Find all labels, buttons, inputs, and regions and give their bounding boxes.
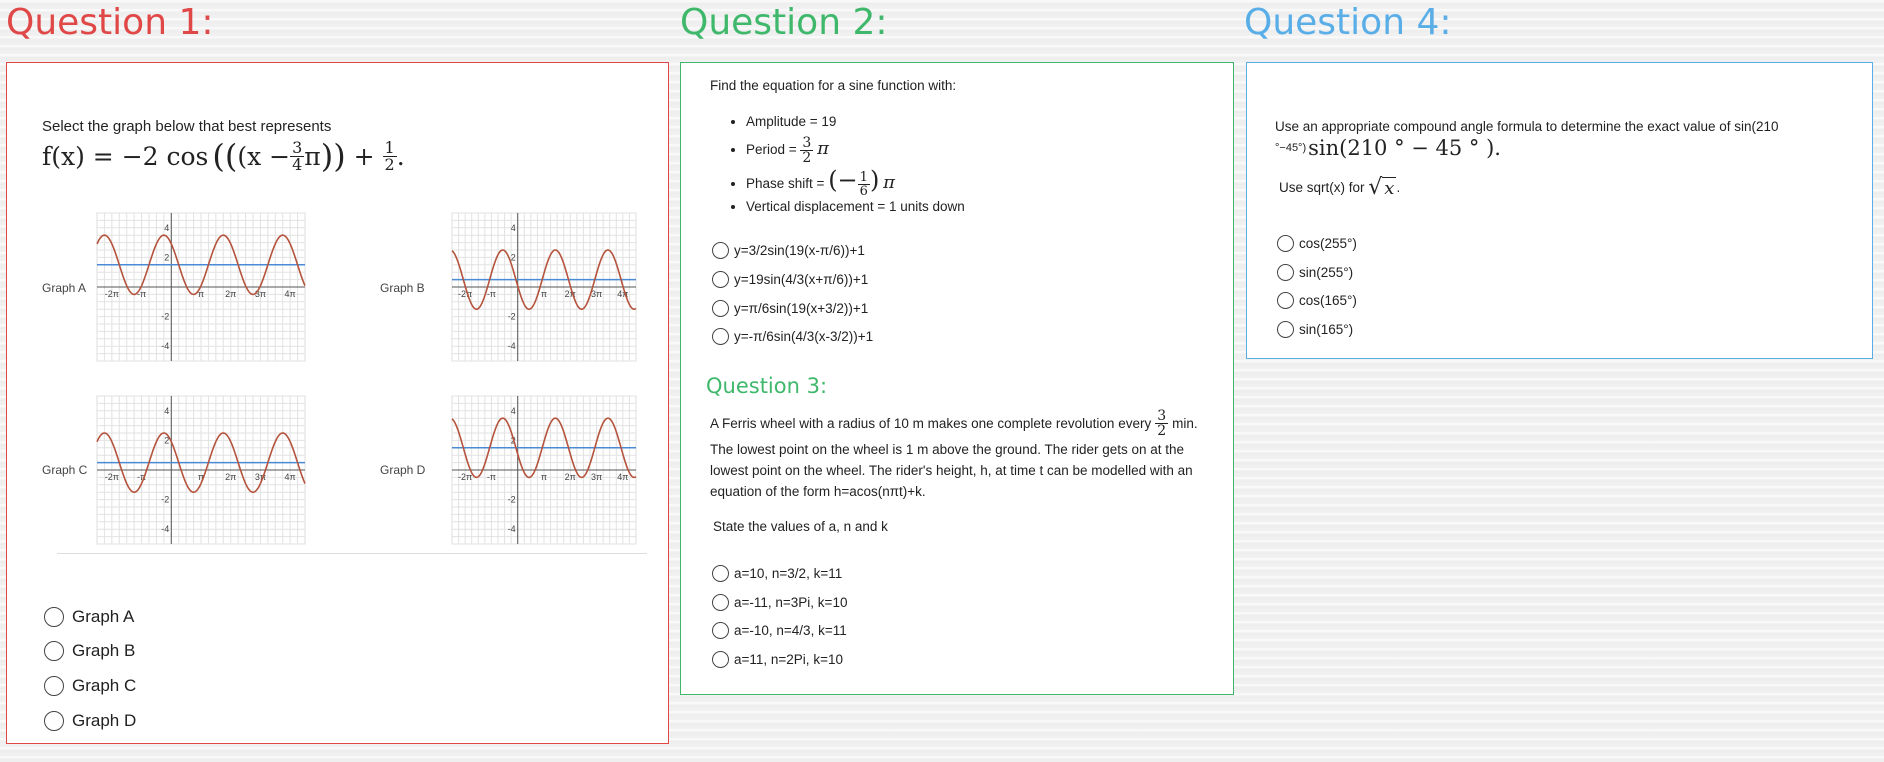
q4-radio-a[interactable] bbox=[1277, 235, 1294, 252]
q2-radio-d[interactable] bbox=[712, 328, 729, 345]
question-2-title: Question 2: bbox=[680, 2, 888, 43]
q2-option-d[interactable]: y=-π/6sin(4/3(x-3/2))+1 bbox=[712, 328, 873, 345]
y-tick-label: -4 bbox=[507, 524, 516, 535]
q4-hint: Use sqrt(x) for √ x . bbox=[1279, 175, 1401, 200]
y-tick-label: -2 bbox=[507, 311, 516, 322]
sqrt-symbol-icon: √ bbox=[1368, 175, 1383, 200]
x-tick-label: 3π bbox=[590, 472, 603, 482]
q4-prompt-line-1: Use an appropriate compound angle formula to determine the exact value of sin(210 bbox=[1275, 119, 1779, 134]
x-tick-label: 2π bbox=[564, 289, 576, 299]
q3-paragraph-line-4: equation of the form h=acos(nπt)+k. bbox=[710, 484, 926, 499]
q1-formula-pi: π bbox=[304, 141, 321, 171]
q3-question: State the values of a, n and k bbox=[713, 519, 888, 534]
q1-prompt: Select the graph below that best represents bbox=[42, 118, 332, 135]
q4-option-b[interactable]: sin(255°) bbox=[1277, 264, 1353, 281]
q1-formula-dot: . bbox=[396, 141, 405, 171]
q4-option-a[interactable]: cos(255°) bbox=[1277, 235, 1357, 252]
x-tick-label: 2π bbox=[225, 289, 237, 299]
q1-radio-graph-d[interactable] bbox=[44, 711, 64, 731]
x-tick-label: -2π bbox=[458, 289, 473, 299]
y-tick-label: 4 bbox=[510, 222, 516, 233]
q3-radio-b[interactable] bbox=[712, 594, 729, 611]
q2-radio-b[interactable] bbox=[712, 271, 729, 288]
q1-formula-fraction-3-4: $\frac{3}{4}$ bbox=[292, 137, 303, 174]
q1-radio-graph-c[interactable] bbox=[44, 676, 64, 696]
y-tick-label: -2 bbox=[161, 494, 170, 505]
q1-formula-open-paren: (( bbox=[212, 137, 238, 175]
x-tick-label: 3π bbox=[590, 289, 603, 299]
y-tick-label: 4 bbox=[510, 405, 516, 416]
question-4-panel bbox=[1246, 62, 1873, 359]
y-tick-label: 4 bbox=[164, 405, 170, 416]
q2-period: • Period = $\frac{3}{2}$ π bbox=[746, 134, 965, 164]
x-tick-label: -π bbox=[136, 289, 147, 299]
q1-option-graph-d[interactable]: Graph D bbox=[44, 711, 136, 731]
x-tick-label: -π bbox=[486, 289, 497, 299]
q4-option-c[interactable]: cos(165°) bbox=[1277, 292, 1357, 309]
x-tick-label: 4π bbox=[284, 289, 296, 299]
x-tick-label: 4π bbox=[617, 472, 629, 482]
x-tick-label: 2π bbox=[564, 472, 576, 482]
q2-radio-a[interactable] bbox=[712, 242, 729, 259]
q1-formula-inner: (x − bbox=[237, 141, 291, 171]
graph-c bbox=[89, 392, 309, 548]
y-tick-label: -2 bbox=[507, 494, 516, 505]
q1-formula-lhs: f(x) = −2 cos bbox=[42, 141, 209, 171]
q2-option-c[interactable]: y=π/6sin(19(x+3/2))+1 bbox=[712, 300, 868, 317]
question-4-title: Question 4: bbox=[1244, 2, 1452, 43]
x-tick-label: -2π bbox=[104, 472, 119, 482]
q2-prompt: Find the equation for a sine function with: bbox=[710, 78, 957, 93]
q1-formula-plus: + bbox=[345, 141, 383, 171]
q1-formula-fraction-1-2: $\frac{1}{2}$ bbox=[384, 137, 395, 174]
y-tick-label: -4 bbox=[161, 341, 170, 352]
q3-paragraph-line-2: The lowest point on the wheel is 1 m above the ground. The rider gets on at the bbox=[710, 442, 1185, 457]
graph-b-label: Graph B bbox=[380, 281, 425, 295]
x-tick-label: π bbox=[197, 289, 205, 299]
x-tick-label: -π bbox=[136, 472, 147, 482]
q1-formula bbox=[42, 137, 405, 175]
q3-radio-a[interactable] bbox=[712, 565, 729, 582]
q3-paragraph-line-3: lowest point on the wheel. The rider's height, h, at time t can be modelled with an bbox=[710, 463, 1193, 478]
q4-prompt-line-2: °−45°) sin(210 ° − 45 ° ). bbox=[1275, 136, 1501, 160]
x-tick-label: 4π bbox=[617, 289, 629, 299]
y-tick-label: -4 bbox=[507, 341, 516, 352]
graph-d-label: Graph D bbox=[380, 463, 426, 477]
graph-d bbox=[444, 392, 640, 548]
q3-option-a[interactable]: a=10, n=3/2, k=11 bbox=[712, 565, 842, 582]
q1-option-graph-c[interactable]: Graph C bbox=[44, 676, 136, 696]
q4-radio-d[interactable] bbox=[1277, 321, 1294, 338]
q2-option-b[interactable]: y=19sin(4/3(x+π/6))+1 bbox=[712, 271, 868, 288]
q3-option-c[interactable]: a=-10, n=4/3, k=11 bbox=[712, 622, 847, 639]
q1-divider bbox=[57, 553, 647, 554]
y-tick-label: 2 bbox=[164, 252, 170, 263]
x-tick-label: 2π bbox=[225, 472, 237, 482]
x-tick-label: -π bbox=[486, 472, 497, 482]
x-tick-label: π bbox=[197, 472, 205, 482]
q4-option-d[interactable]: sin(165°) bbox=[1277, 321, 1353, 338]
question-2-panel bbox=[680, 62, 1234, 695]
y-tick-label: 2 bbox=[164, 435, 170, 446]
q4-radio-c[interactable] bbox=[1277, 292, 1294, 309]
q2-phase-shift: • Phase shift = (− $\frac{1}{6}$ ) π bbox=[746, 164, 965, 196]
x-tick-label: -2π bbox=[104, 289, 119, 299]
q2-radio-c[interactable] bbox=[712, 300, 729, 317]
x-tick-label: -2π bbox=[458, 472, 473, 482]
q2-vertical-displacement: • Vertical displacement = 1 units down bbox=[746, 196, 965, 218]
q1-option-graph-b[interactable]: Graph B bbox=[44, 641, 135, 661]
x-tick-label: 3π bbox=[254, 289, 267, 299]
question-1-panel bbox=[6, 62, 669, 744]
y-tick-label: -2 bbox=[161, 311, 170, 322]
q3-fraction-3-2: $\frac{3}{2}$ bbox=[1157, 408, 1167, 439]
question-1-title: Question 1: bbox=[6, 2, 214, 43]
q3-paragraph-line-1: A Ferris wheel with a radius of 10 m makes one complete revolution every $\frac{3}{2}$ min. bbox=[710, 408, 1198, 439]
q1-option-graph-a[interactable]: Graph A bbox=[44, 607, 134, 627]
q2-spec-list bbox=[726, 110, 965, 218]
q1-formula-close-paren: )) bbox=[320, 137, 346, 175]
q3-radio-d[interactable] bbox=[712, 651, 729, 668]
q3-radio-c[interactable] bbox=[712, 622, 729, 639]
q4-radio-b[interactable] bbox=[1277, 264, 1294, 281]
q3-option-d[interactable]: a=11, n=2Pi, k=10 bbox=[712, 651, 843, 668]
graph-b bbox=[444, 209, 640, 365]
graph-c-label: Graph C bbox=[42, 463, 88, 477]
y-tick-label: 4 bbox=[164, 222, 170, 233]
x-tick-label: 4π bbox=[284, 472, 296, 482]
y-tick-label: -4 bbox=[161, 524, 170, 535]
x-tick-label: π bbox=[540, 472, 548, 482]
y-tick-label: 2 bbox=[510, 252, 516, 263]
q2-option-a[interactable]: y=3/2sin(19(x-π/6))+1 bbox=[712, 242, 865, 259]
q2-amplitude: • Amplitude = 19 bbox=[746, 110, 965, 134]
q1-radio-graph-b[interactable] bbox=[44, 641, 64, 661]
y-tick-label: 2 bbox=[510, 435, 516, 446]
x-tick-label: π bbox=[540, 289, 548, 299]
q1-radio-graph-a[interactable] bbox=[44, 607, 64, 627]
q3-option-b[interactable]: a=-11, n=3Pi, k=10 bbox=[712, 594, 847, 611]
question-3-title: Question 3: bbox=[706, 374, 828, 398]
graph-a-label: Graph A bbox=[42, 281, 87, 295]
x-tick-label: 3π bbox=[254, 472, 267, 482]
graph-a bbox=[89, 209, 309, 365]
